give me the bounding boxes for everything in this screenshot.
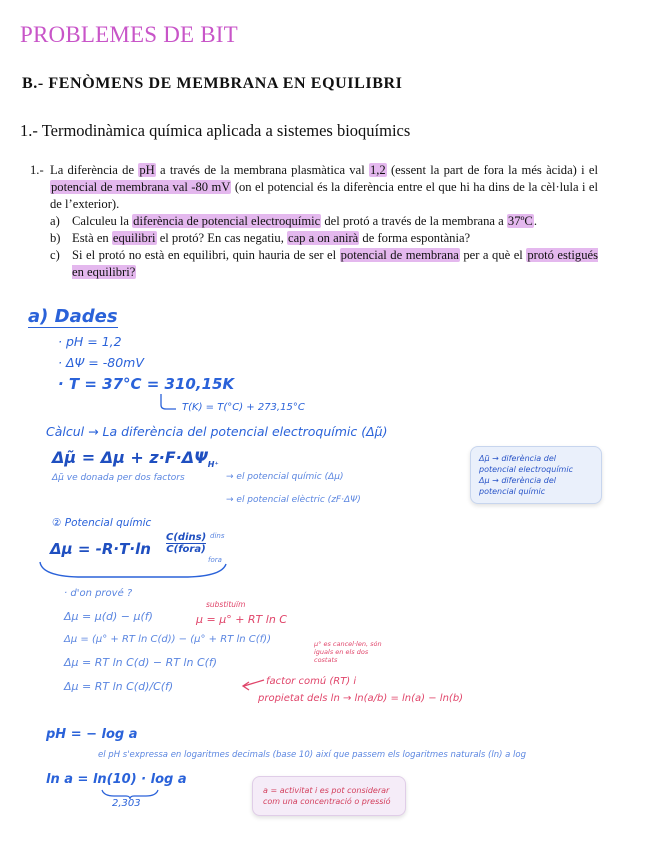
factors-intro: Δμ̃ ve donada per dos factors (52, 473, 185, 483)
question-text: Si el protó no està en equilibri, quin hauria de ser el (72, 248, 340, 262)
question-b (50, 230, 598, 247)
derivation-line-3: Δμ = RT ln C(d) − RT ln C(f) (64, 656, 218, 669)
highlight: diferència de potencial electroquímic (133, 214, 321, 228)
factor-electric: → el potencial elèctric (zF·ΔΨ) (226, 495, 361, 505)
problem-text: La diferència de (50, 163, 139, 177)
fraction-denominator: C(fora) (166, 544, 206, 555)
problem-text: a través de la membrana plasmàtica val (155, 163, 369, 177)
derivation-question: · d'on prové ? (64, 588, 133, 599)
note-box-definitions (470, 446, 602, 504)
ph-log-note: el pH s'expressa en logaritmes decimals (base 10) així que passem els logaritmes naturals (ln) a log (98, 750, 526, 760)
cancellation-note: μ° es cancel·len, són iguals en els dos costats (314, 640, 382, 664)
note-box-activity: a = activitat i es pot considerar com una concentració o pressió (252, 776, 406, 816)
equation-electrochemical (52, 448, 219, 469)
highlight: equilibri (112, 231, 156, 245)
chemical-potential-heading: ② Potencial químic (52, 517, 152, 529)
bracket-underline (38, 560, 228, 582)
ln-log-equation: ln a = ln(10) · log a (46, 772, 187, 787)
log-property-note: propietat dels ln → ln(a/b) = ln(a) − ln(b) (258, 693, 464, 704)
highlight: potencial de membrana (340, 248, 459, 262)
highlight: cap a on anirà (288, 231, 359, 245)
arrow-icon (158, 393, 178, 413)
label-inside: dins (210, 532, 225, 540)
highlight: 37ºC (507, 214, 533, 228)
note-line: potencial químic (479, 487, 546, 496)
problem-text: (on el potencial és la diferència entre el que hi ha dins de la cèl·lula i el de l’exterior). (50, 180, 598, 211)
subscript: H⁺ (207, 460, 219, 470)
question-text: de forma espontània? (359, 231, 471, 245)
question-a (50, 213, 598, 230)
equation-chemical-potential (50, 540, 151, 558)
substitution-label: substituïm (206, 600, 246, 609)
section-heading: B.- FENÒMENS DE MEMBRANA EN EQUILIBRI (22, 75, 403, 92)
question-text: . (533, 214, 537, 228)
problem-statement (30, 162, 598, 281)
derivation-line-2: Δμ = (μ° + RT ln C(d)) − (μ° + RT ln C(f)) (64, 634, 271, 645)
problem-number: 1.- (30, 163, 44, 177)
derivation-line-1: Δμ = μ(d) − μ(f) (64, 610, 153, 623)
heading-text: a) Dades (28, 306, 118, 327)
data-membrane-potential: · ΔΨ = -80mV (58, 355, 144, 370)
note-line: Δμ → diferència del (479, 476, 556, 485)
equation-text: Δμ̃ = Δμ + z·F·ΔΨ (52, 448, 208, 467)
highlight-value: 1,2 (369, 163, 386, 177)
question-text: Està en (72, 231, 112, 245)
highlight-potential: potencial de membrana val -80 mV (51, 180, 231, 194)
equation-text: Δμ = -R·T·ln (50, 540, 151, 558)
question-label: c) (50, 248, 60, 262)
document-title: PROBLEMES DE BIT (20, 22, 238, 47)
subsection-heading: 1.- Termodinàmica química aplicada a sistemes bioquímics (20, 121, 411, 140)
highlight-ph: pH (139, 163, 155, 177)
question-c (50, 247, 598, 281)
fraction-numerator: C(dins) (166, 532, 207, 543)
note-line: Δμ̃ → diferència del (479, 454, 556, 463)
question-text: Calculeu la (72, 214, 133, 228)
note-line: potencial electroquímic (479, 465, 573, 474)
data-ph: · pH = 1,2 (58, 334, 122, 349)
fraction (166, 532, 206, 555)
common-factor-note: factor comú (RT) i (266, 676, 357, 687)
kelvin-conversion: T(K) = T(°C) + 273,15°C (182, 402, 305, 413)
question-label: b) (50, 231, 61, 245)
data-temperature: · T = 37°C = 310,15K (58, 375, 235, 393)
calculation-heading: Càlcul → La diferència del potencial electroquímic (Δμ̃) (46, 424, 388, 439)
arrow-icon (240, 676, 266, 694)
question-text: del protó a través de la membrana a (321, 214, 507, 228)
highlight: protó estigués en equilibri? (72, 248, 598, 279)
ln10-value: 2,303 (112, 798, 141, 809)
question-text: per a què el (459, 248, 527, 262)
ph-definition: pH = − log a (46, 727, 138, 742)
substitution-formula: μ = μ° + RT ln C (196, 613, 287, 626)
question-label: a) (50, 214, 60, 228)
question-text: el protó? En cas negatiu, (156, 231, 287, 245)
derivation-line-4: Δμ = RT ln C(d)/C(f) (64, 680, 174, 693)
factor-chemical: → el potencial químic (Δμ) (226, 472, 344, 482)
problem-text: (essent la part de fora la més àcida) i el (386, 163, 598, 177)
label-outside: fora (208, 556, 222, 564)
answer-a-heading (28, 306, 118, 327)
